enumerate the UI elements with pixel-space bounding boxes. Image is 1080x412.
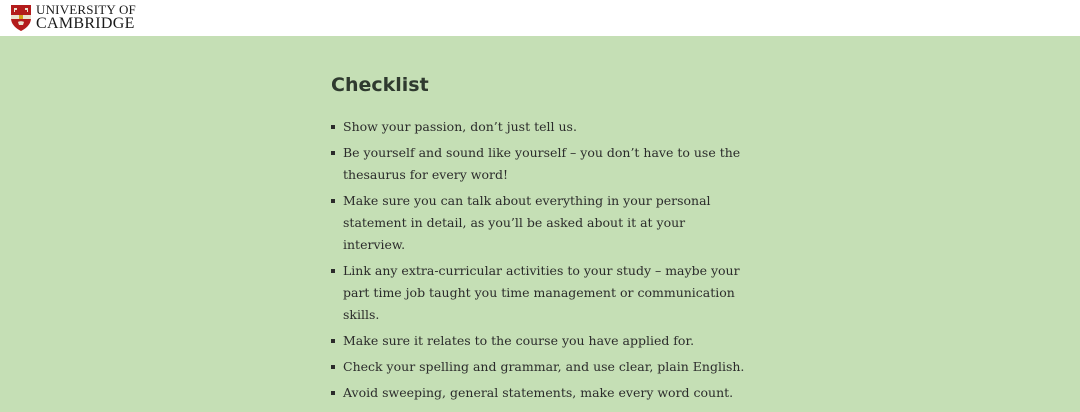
checklist-item [331, 382, 751, 404]
checklist-item [331, 190, 751, 256]
checklist-item [331, 260, 751, 326]
checklist-item-text: Show your passion, don’t just tell us. [343, 119, 577, 134]
square-bullet-icon [331, 199, 335, 203]
checklist-item-text: Check your spelling and grammar, and use clear, plain English. [343, 359, 745, 374]
checklist-item-text: Make sure you can talk about everything in your personal statement in detail, as you’ll be asked about it at your interview. [343, 193, 711, 252]
checklist-item [331, 142, 751, 186]
checklist-list [331, 116, 751, 404]
checklist-item [331, 330, 751, 352]
square-bullet-icon [331, 365, 335, 369]
site-header [0, 0, 1080, 36]
square-bullet-icon [331, 391, 335, 395]
checklist-item-text: Link any extra-curricular activities to your study – maybe your part time job taught you time management or communication skills. [343, 263, 740, 322]
checklist-item [331, 356, 751, 378]
checklist-content [331, 74, 751, 408]
square-bullet-icon [331, 151, 335, 155]
checklist-title: Checklist [331, 74, 429, 96]
checklist-item-text: Avoid sweeping, general statements, make every word count. [343, 385, 734, 400]
checklist-panel [0, 36, 1080, 412]
university-logo[interactable] [10, 3, 136, 32]
logo-line-1: UNIVERSITY OF [36, 2, 136, 17]
checklist-item-text: Make sure it relates to the course you have applied for. [343, 333, 695, 348]
square-bullet-icon [331, 269, 335, 273]
logo-wordmark [36, 3, 136, 32]
checklist-item [331, 116, 751, 138]
logo-line-2: CAMBRIDGE [36, 15, 135, 32]
square-bullet-icon [331, 339, 335, 343]
square-bullet-icon [331, 125, 335, 129]
cambridge-crest-icon [10, 4, 32, 32]
checklist-item-text: Be yourself and sound like yourself – you don’t have to use the thesaurus for every word! [343, 145, 741, 182]
